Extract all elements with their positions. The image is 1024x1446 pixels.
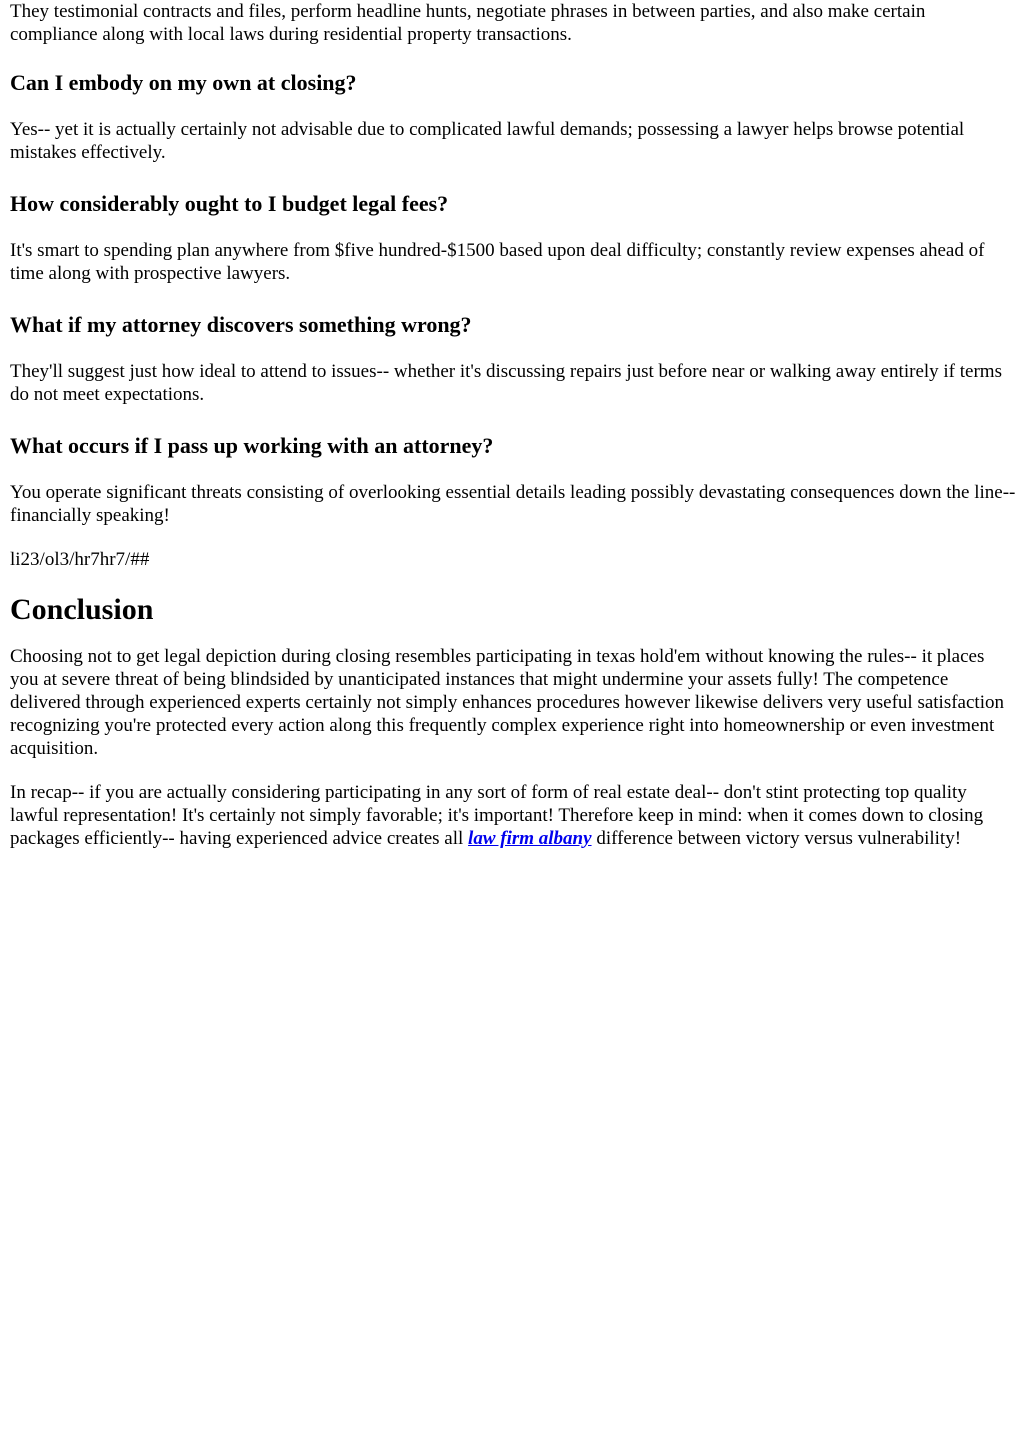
- conclusion-paragraph-2: [10, 781, 1016, 850]
- intro-paragraph: They testimonial contracts and files, perform headline hunts, negotiate phrases in between parties, and also make certain compliance along with local laws during residential property transactions.: [10, 1, 926, 45]
- conclusion-paragraph-2-text-before: In recap-- if you are actually considering participating in any sort of form of real estate deal-- don't stint protecting top quality lawful representation! It's certainly not simply favorable; it's important! Therefore keep in mind: when it comes down to closing packages efficiently-- having experienced advice creates all: [10, 782, 984, 849]
- code-line-text: li23/ol3/hr7hr7/##: [10, 549, 150, 570]
- article-body: [10, 0, 1016, 850]
- conclusion-heading: Conclusion: [10, 593, 154, 626]
- faq-question-legal-fees: How considerably ought to I budget legal fees?: [10, 191, 449, 216]
- faq-question-skip-attorney: What occurs if I pass up working with an attorney?: [10, 433, 494, 458]
- faq-question-attorney-discovers: What if my attorney discovers something wrong?: [10, 312, 472, 337]
- faq-answer-closing-self: Yes-- yet it is actually certainly not advisable due to complicated lawful demands; possessing a lawyer helps browse potential mistakes effectively.: [10, 119, 965, 163]
- faq-answer-attorney-discovers: They'll suggest just how ideal to attend to issues-- whether it's discussing repairs just before near or walking away entirely if terms do not meet expectations.: [10, 361, 1002, 405]
- faq-question-closing-self: Can I embody on my own at closing?: [10, 70, 357, 95]
- conclusion-paragraph-1: Choosing not to get legal depiction during closing resembles participating in texas hold'em without knowing the rules-- it places you at severe threat of being blindsided by unanticipated instances that might undermine your assets fully! The competence delivered through experienced experts certainly not simply enhances procedures however likewise delivers very useful satisfaction recognizing you're protected every action along this frequently complex experience right into homeownership or even investment acquisition.: [10, 646, 1004, 759]
- law-firm-albany-link[interactable]: law firm albany: [468, 828, 592, 849]
- conclusion-paragraph-2-text-after: difference between victory versus vulnerability!: [591, 828, 962, 849]
- faq-answer-legal-fees: It's smart to spending plan anywhere from $five hundred-$1500 based upon deal difficulty; constantly review expenses ahead of time along with prospective lawyers.: [10, 240, 985, 284]
- faq-answer-skip-attorney: You operate significant threats consisting of overlooking essential details leading possibly devastating consequences down the line-- financially speaking!: [10, 482, 1016, 526]
